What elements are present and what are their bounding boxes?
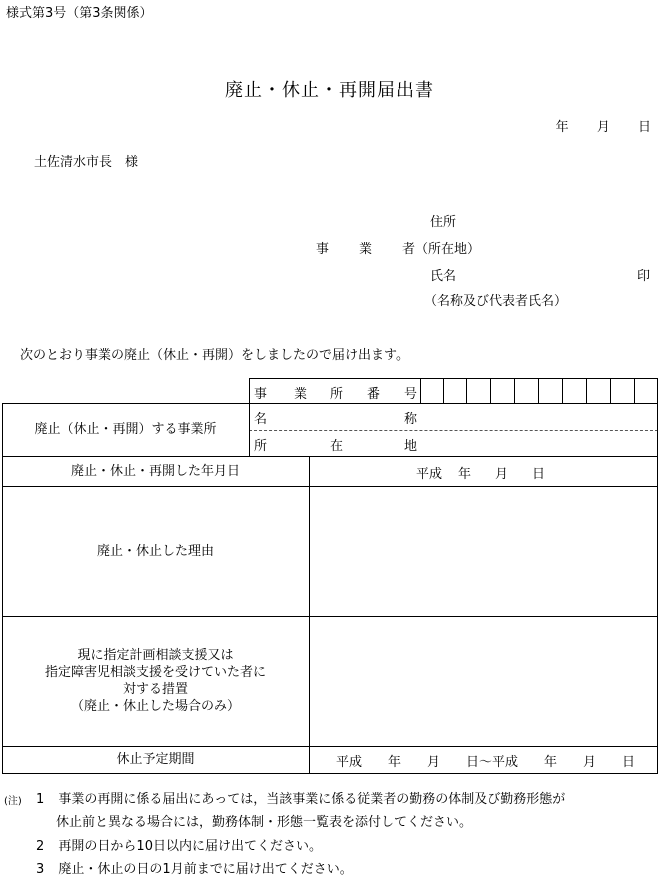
applicant-role-label [316, 238, 480, 257]
office-location-char: 在 [330, 439, 344, 454]
applicant-role-paren: （所在地） [415, 242, 481, 257]
applicant-name-sub-label: （名称及び代表者氏名） [424, 294, 568, 309]
table-line [657, 378, 658, 774]
office-location-char: 地 [404, 439, 418, 454]
note-item-1-continued: 休止前と異なる場合には，勤務体制・形態一覧表を添付してください。 [56, 815, 473, 830]
note-item-3 [36, 858, 353, 877]
date-label: 廃止・休止・再開した年月日 [70, 464, 240, 479]
note-number: 3 [36, 862, 45, 877]
office-name-char: 名 [254, 412, 268, 427]
office-number-digit-box[interactable] [610, 379, 634, 403]
date-year: 年 [458, 467, 472, 482]
office-number-digit-box[interactable] [420, 379, 443, 403]
office-number-digit-box[interactable] [514, 379, 538, 403]
table-line [2, 486, 658, 487]
intro-text: 次のとおり事業の廃止（休止・再開）をしましたので届け出ます。 [20, 348, 409, 363]
office-location-field[interactable] [430, 431, 656, 456]
office-name-char: 称 [404, 412, 418, 427]
table-line [249, 378, 250, 457]
office-number-char: 号 [404, 387, 418, 402]
form-number-label: 様式第3号（第3条関係） [6, 6, 153, 21]
measures-field[interactable] [311, 618, 656, 745]
office-number-digit-box[interactable] [562, 379, 586, 403]
date-day: 日 [532, 467, 546, 482]
seal-mark: 印 [637, 269, 651, 284]
office-label: 廃止（休止・再開）する事業所 [34, 422, 217, 437]
planned-period-label: 休止予定期間 [116, 752, 195, 767]
table-line [2, 773, 658, 774]
applicant-role-char: 事 [316, 242, 330, 257]
office-number-char: 番 [367, 387, 381, 402]
office-number-digit-box[interactable] [443, 379, 466, 403]
table-line [2, 403, 3, 774]
applicant-name-label: 氏名 [430, 269, 457, 284]
office-name-field[interactable] [430, 404, 656, 429]
office-number-char: 事 [254, 387, 268, 402]
measures-label [2, 647, 309, 715]
office-number-digit-box[interactable] [634, 379, 658, 403]
note-number: 1 [36, 792, 45, 807]
submission-date [532, 116, 651, 135]
date-month: 月 [495, 467, 509, 482]
table-line [309, 456, 310, 774]
office-number-digit-box[interactable] [586, 379, 610, 403]
table-line [2, 616, 658, 617]
date-month-label: 月 [596, 120, 610, 135]
date-value[interactable] [416, 463, 545, 482]
planned-period-value[interactable]: 平成 年 月 日～平成 年 月 日 [336, 755, 636, 770]
addressee: 土佐清水市長 様 [34, 155, 139, 170]
table-line [2, 456, 658, 457]
document-title: 廃止・休止・再開届出書 [225, 80, 434, 101]
notes-marker: (注) [4, 796, 22, 807]
note-number: 2 [36, 839, 45, 854]
measures-label-line: （廃止・休止した場合のみ） [70, 699, 240, 714]
applicant-address-label: 住所 [430, 215, 457, 230]
measures-label-line: 現に指定計画相談支援又は [77, 648, 234, 663]
reason-label: 廃止・休止した理由 [96, 544, 214, 559]
reason-field[interactable] [311, 488, 656, 615]
office-number-char: 所 [330, 387, 344, 402]
date-era: 平成 [416, 467, 443, 482]
office-number-digit-box[interactable] [538, 379, 562, 403]
date-day-label: 日 [637, 120, 651, 135]
office-number-char: 業 [294, 387, 308, 402]
date-year-label: 年 [555, 120, 569, 135]
note-text: 廃止・休止の日の1月前までに届け出てください。 [58, 862, 353, 877]
note-item-1 [36, 788, 565, 807]
office-location-char: 所 [254, 439, 268, 454]
applicant-role-char: 業 [359, 242, 373, 257]
table-line [2, 746, 658, 747]
note-text: 事業の再開に係る届出にあっては，当該事業に係る従業者の勤務の体制及び勤務形態が [58, 792, 566, 807]
applicant-role-char: 者 [402, 242, 416, 257]
office-number-digit-box[interactable] [466, 379, 490, 403]
office-number-digit-box[interactable] [490, 379, 514, 403]
measures-label-line: 対する措置 [122, 682, 188, 697]
note-item-2 [36, 835, 322, 854]
note-text: 再開の日から10日以内に届け出てください。 [58, 839, 322, 854]
measures-label-line: 指定障害児相談支援を受けていた者に [44, 665, 266, 680]
